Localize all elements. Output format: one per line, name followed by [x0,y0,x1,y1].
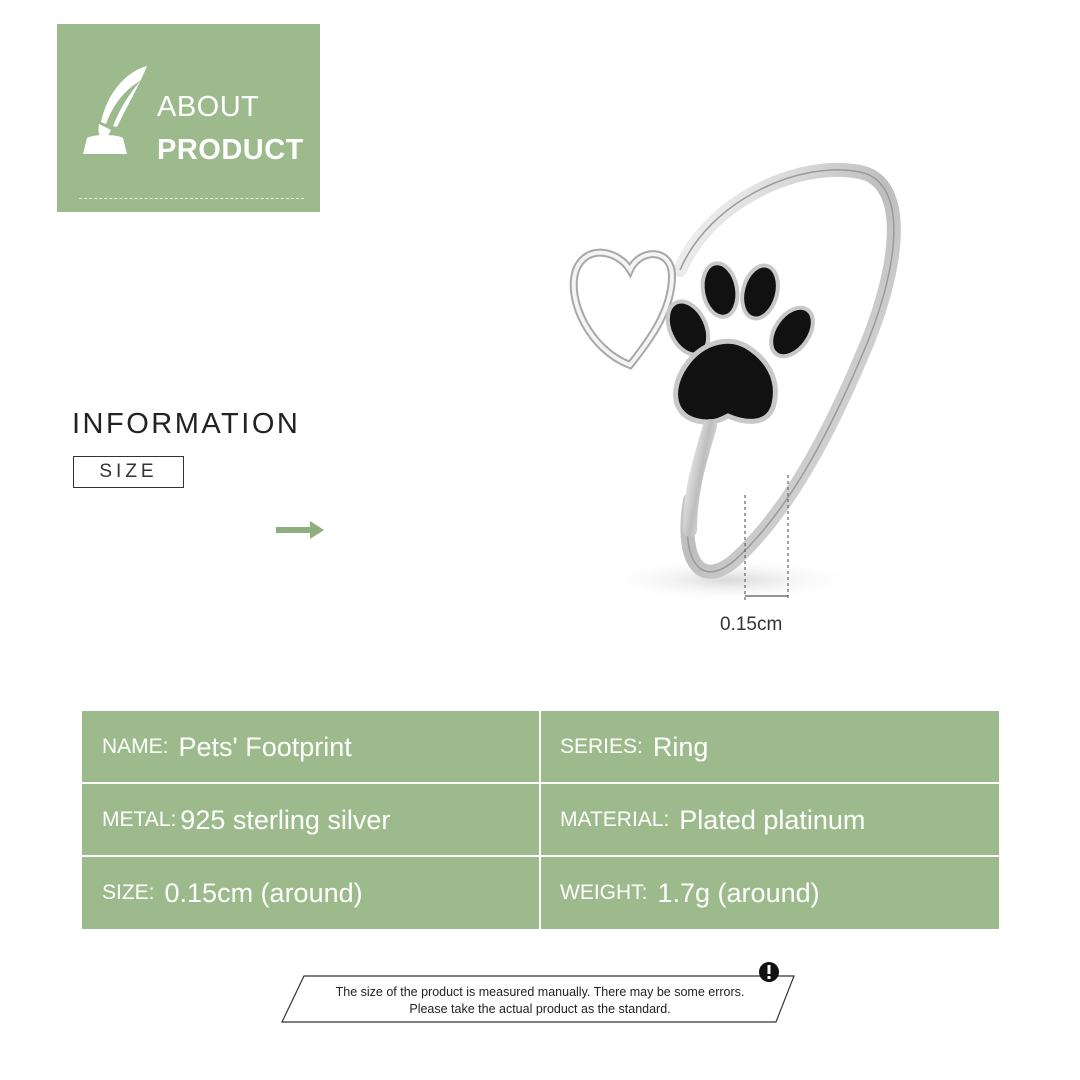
spec-value: Ring [652,731,709,762]
size-tag: SIZE [73,456,184,488]
spec-label: METAL: [102,808,177,831]
about-line1: ABOUT [157,91,260,123]
dashed-divider [79,198,304,199]
warning-icon [759,962,779,982]
paw-ring-image [560,160,910,620]
table-divider [539,711,541,929]
spec-size [102,857,363,929]
spec-metal [102,784,390,856]
spec-value: 925 sterling silver [180,804,391,835]
spec-label: MATERIAL: [560,808,670,831]
spec-label: SERIES: [560,735,643,758]
spec-material [560,784,865,856]
arrow-right-icon [276,520,324,540]
about-line2: PRODUCT [157,134,304,166]
about-product-banner [57,24,320,212]
notice-line2: Please take the actual product as the standard. [409,1002,671,1016]
spec-label: WEIGHT: [560,881,648,904]
spec-name [102,711,352,783]
notice-line1: The size of the product is measured manually. There may be some errors. [335,985,745,999]
spec-label: NAME: [102,735,169,758]
spec-value: 0.15cm (around) [164,877,363,908]
spec-value: Plated platinum [679,804,866,835]
quill-ink-icon [75,64,155,164]
spec-series [560,711,708,783]
spec-value: 1.7g (around) [657,877,820,908]
spec-table [82,711,999,929]
spec-weight [560,857,820,929]
spec-label: SIZE: [102,881,155,904]
information-title: INFORMATION [72,408,301,440]
spec-value: Pets' Footprint [178,731,352,762]
dimension-label: 0.15cm [720,614,783,635]
